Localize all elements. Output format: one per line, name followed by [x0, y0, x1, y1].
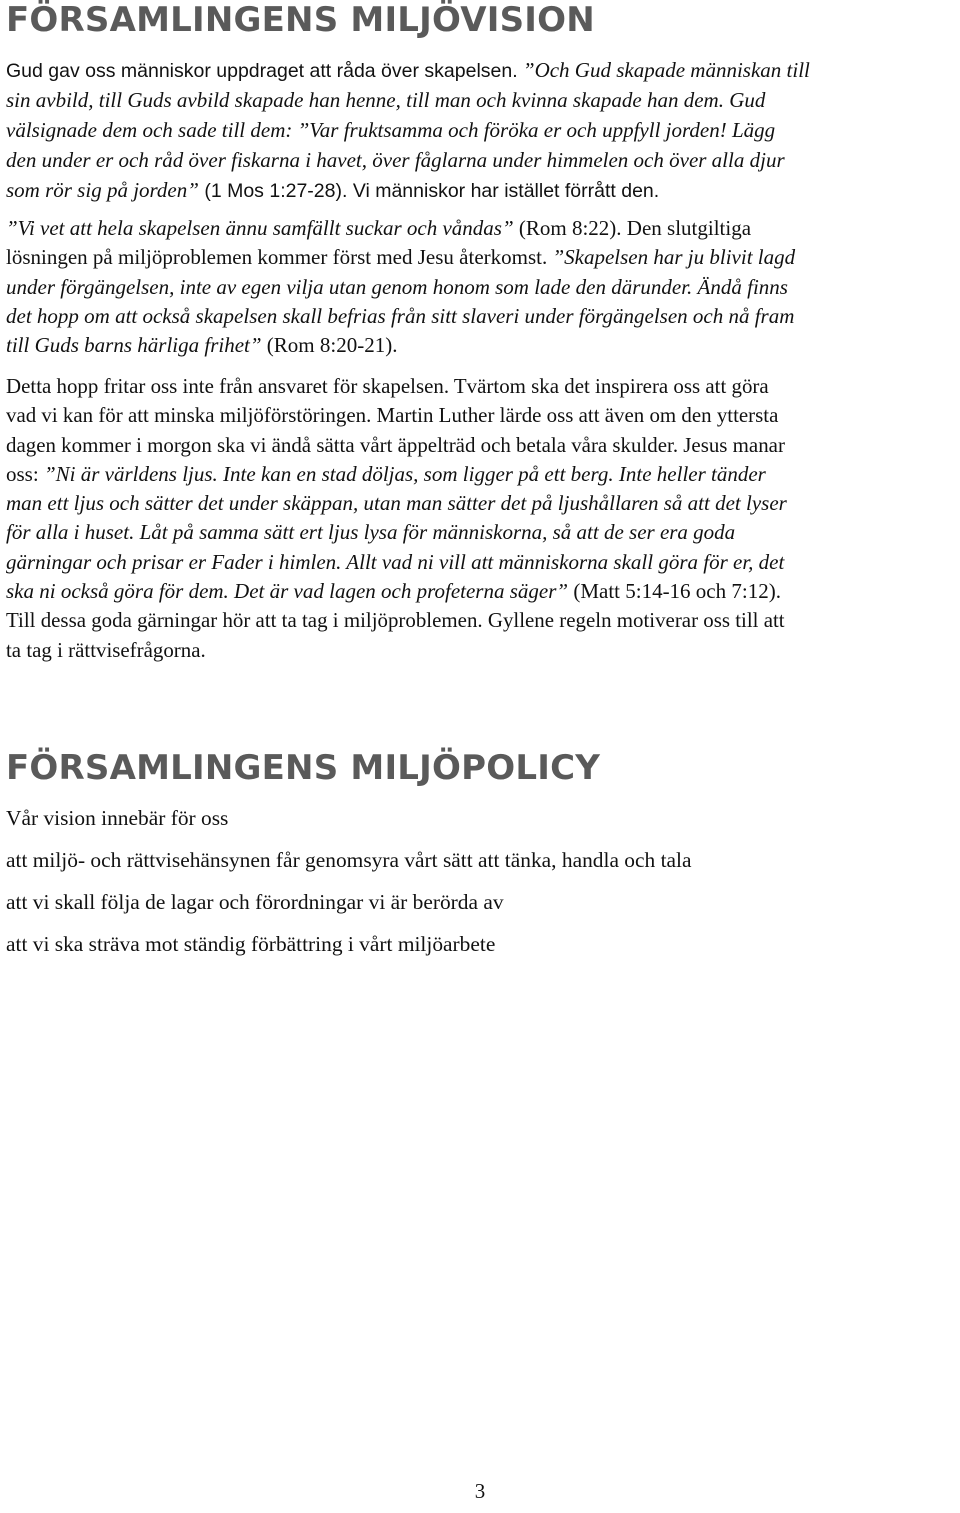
text-line [6, 273, 958, 302]
quote-run: välsignade dem och sade till dem: ”Var fruktsamma och föröka er och uppfyll jorden! Lägg [6, 118, 776, 142]
policy-heading: FÖRSAMLINGENS MILJÖPOLICY [6, 748, 601, 788]
quote-run: sin avbild, till Guds avbild skapade han henne, till man och kvinna skapade han dem. Gud [6, 88, 766, 112]
quote-run: den under er och råd över fiskarna i havet, över fåglarna under himmelen och över alla djur [6, 148, 785, 172]
quote-run: det hopp om att också skapelsen skall befrias från sitt slaveri under förgängelsen och nå fram [6, 303, 795, 328]
quote-run: man ett ljus och sätter det under skäppan, utan man sätter det på ljushållaren så att det lyser [6, 491, 787, 516]
text-run: lösningen på miljöproblemen kommer först med Jesu återkomst. [6, 245, 553, 270]
text-line [6, 302, 958, 331]
text-run: oss: [6, 461, 44, 486]
text-line [6, 548, 958, 577]
text-run: (1 Mos 1:27-28). Vi människor har istället förrått den. [198, 180, 660, 202]
text-line [6, 86, 958, 116]
policy-item: att miljö- och rättvisehänsynen får genomsyra vårt sätt att tänka, handla och tala [6, 848, 692, 872]
text-line [6, 331, 958, 360]
text-line [6, 489, 958, 518]
quote-run: ”Och Gud skapade människan till [517, 58, 810, 82]
vision-paragraph-2 [6, 214, 958, 360]
text-line: dagen kommer i morgon ska vi ändå sätta vårt äppelträd och betala våra skulder. Jesus manar [6, 432, 785, 457]
vision-paragraph-3 [6, 372, 958, 665]
text-run: Gud gav oss människor uppdraget att råda över skapelsen. [6, 60, 518, 82]
quote-run: ”Skapelsen har ju blivit lagd [552, 245, 796, 270]
quote-run: ”Vi vet att hela skapelsen ännu samfällt suckar och våndas” [6, 216, 514, 240]
quote-run: ska ni också göra för dem. Det är vad lagen och profeterna säger” [6, 579, 569, 604]
quote-run: under förgängelsen, inte av egen vilja utan genom honom som lade den därunder. Ändå finns [6, 274, 788, 299]
text-line [6, 577, 958, 606]
text-run: (Rom 8:22). Den slutgiltiga [513, 216, 752, 240]
text-line [6, 176, 958, 206]
text-line: ta tag i rättvisefrågorna. [6, 637, 206, 662]
text-line [6, 56, 958, 86]
text-line: Till dessa goda gärningar hör att ta tag i miljöproblemen. Gyllene regeln motiverar oss till att [6, 608, 785, 633]
policy-item: att vi ska sträva mot ständig förbättring i vårt miljöarbete [6, 932, 496, 956]
text-line [6, 214, 958, 243]
text-run: (Rom 8:20-21). [261, 333, 398, 358]
quote-run: ”Ni är världens ljus. Inte kan en stad döljas, som ligger på ett berg. Inte heller tänder [43, 461, 766, 486]
text-run: (Matt 5:14-16 och 7:12). [568, 579, 781, 604]
text-line [6, 518, 958, 547]
quote-run: som rör sig på jorden” [6, 178, 199, 202]
quote-run: för alla i huset. Låt på samma sätt ert ljus lysa för människorna, så att de ser era goda [6, 520, 736, 545]
policy-item: att vi skall följa de lagar och förordningar vi är berörda av [6, 890, 504, 914]
vision-heading: FÖRSAMLINGENS MILJÖVISION [6, 0, 595, 40]
page-number: 3 [474, 1479, 486, 1503]
text-line [6, 243, 958, 272]
vision-paragraph-1 [6, 56, 958, 206]
quote-run: till Guds barns härliga frihet” [6, 333, 262, 358]
text-line [6, 460, 958, 489]
text-line [6, 146, 958, 176]
policy-intro: Vår vision innebär för oss [6, 806, 229, 830]
text-line: vad vi kan för att minska miljöförstöringen. Martin Luther lärde oss att även om den yttersta [6, 403, 779, 428]
text-line [6, 116, 958, 146]
text-line: Detta hopp fritar oss inte från ansvaret för skapelsen. Tvärtom ska det inspirera oss att göra [6, 374, 769, 398]
quote-run: gärningar och prisar er Fader i himlen. Allt vad ni vill att människorna skall göra för er, det [6, 549, 785, 574]
